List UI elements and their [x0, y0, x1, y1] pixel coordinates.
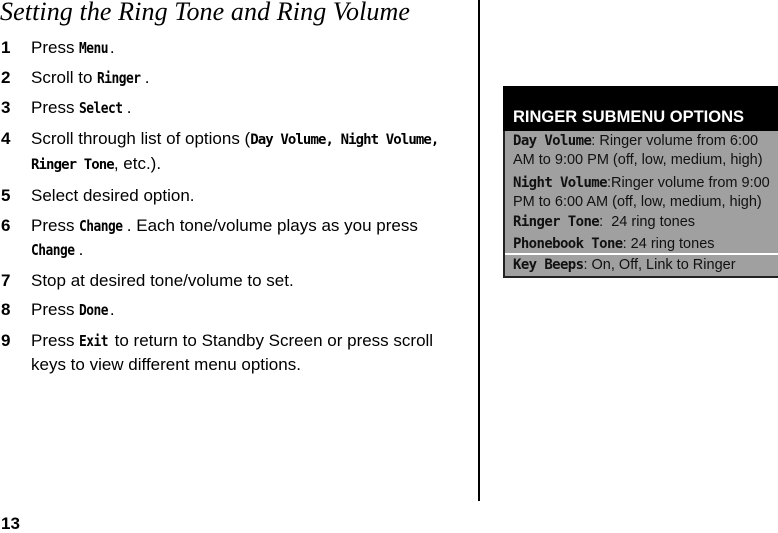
step-9	[0, 329, 440, 376]
step-4	[0, 127, 440, 177]
option-night-volume	[505, 173, 778, 211]
option-day-volume	[505, 131, 778, 169]
column-divider	[478, 0, 480, 501]
step-text: Select desired option.	[31, 186, 195, 205]
step-1	[0, 36, 440, 60]
steps-list	[0, 34, 440, 376]
panel-body	[503, 131, 778, 278]
step-7	[0, 269, 440, 292]
option-desc: :Ringer volume from 9:00 PM to 6:00 AM (off, low, medium, high)	[513, 175, 770, 210]
option-desc: : 24 ring tones	[599, 214, 696, 230]
step-number: 6	[1, 216, 11, 235]
step-8	[0, 298, 440, 322]
key-label-change: Change	[79, 217, 123, 235]
option-name: Night Volume	[513, 175, 607, 191]
key-label-done: Done	[79, 301, 109, 319]
step-5	[0, 184, 440, 207]
option-desc: : Ringer volume from 6:00 AM to 9:00 PM (off, low, medium, high)	[513, 133, 763, 168]
step-number: 4	[1, 129, 11, 148]
step-text: Press	[31, 216, 80, 235]
key-label-change: Change	[31, 241, 75, 259]
step-text: .	[126, 98, 132, 117]
step-text: Scroll to	[31, 68, 98, 87]
option-ringer-tone	[505, 211, 778, 232]
step-number: 9	[1, 331, 11, 350]
option-desc: : 24 ring tones	[622, 235, 715, 252]
key-label-ringer: Ringer	[97, 69, 141, 87]
step-text: .	[109, 38, 115, 57]
step-3	[0, 96, 440, 120]
option-name: Phonebook Tone	[513, 235, 623, 252]
step-text: , etc.).	[113, 154, 162, 173]
option-name: Key Beeps	[513, 257, 584, 273]
option-desc: : On, Off, Link to Ringer	[583, 257, 736, 273]
page-title: Setting the Ring Tone and Ring Volume	[0, 0, 411, 26]
step-text: to return to Standby Screen or press scroll keys to view different menu options.	[31, 331, 434, 374]
key-label-options: Day Volume, Night Volume, Ringer Tone	[31, 132, 439, 173]
step-text: Scroll through list of options (	[31, 129, 251, 148]
step-number: 7	[1, 271, 11, 290]
option-name: Ringer Tone	[513, 214, 600, 230]
step-text: Press	[31, 38, 80, 57]
step-text: .	[144, 68, 150, 87]
option-phonebook-tone	[505, 232, 778, 254]
step-6	[0, 214, 440, 262]
step-number: 1	[1, 38, 11, 57]
panel-header: RINGER SUBMENU OPTIONS	[503, 86, 778, 131]
step-number: 2	[1, 68, 11, 87]
key-label-exit: Exit	[79, 332, 109, 350]
step-2	[0, 66, 440, 90]
step-text: .	[109, 300, 115, 319]
step-number: 3	[1, 98, 11, 117]
option-key-beeps	[505, 253, 778, 276]
step-text: .	[78, 240, 84, 259]
ringer-submenu-panel	[503, 86, 778, 278]
step-text: Stop at desired tone/volume to set.	[31, 271, 294, 290]
step-number: 8	[1, 300, 11, 319]
key-label-menu: Menu	[79, 39, 109, 57]
step-number: 5	[1, 186, 11, 205]
step-text: . Each tone/volume plays as you press	[126, 216, 418, 235]
option-name: Day Volume	[513, 133, 592, 149]
step-text: Press	[31, 98, 80, 117]
step-text: Press	[31, 300, 80, 319]
page-number: 13	[1, 514, 20, 533]
step-text: Press	[31, 331, 80, 350]
key-label-select: Select	[79, 99, 123, 117]
